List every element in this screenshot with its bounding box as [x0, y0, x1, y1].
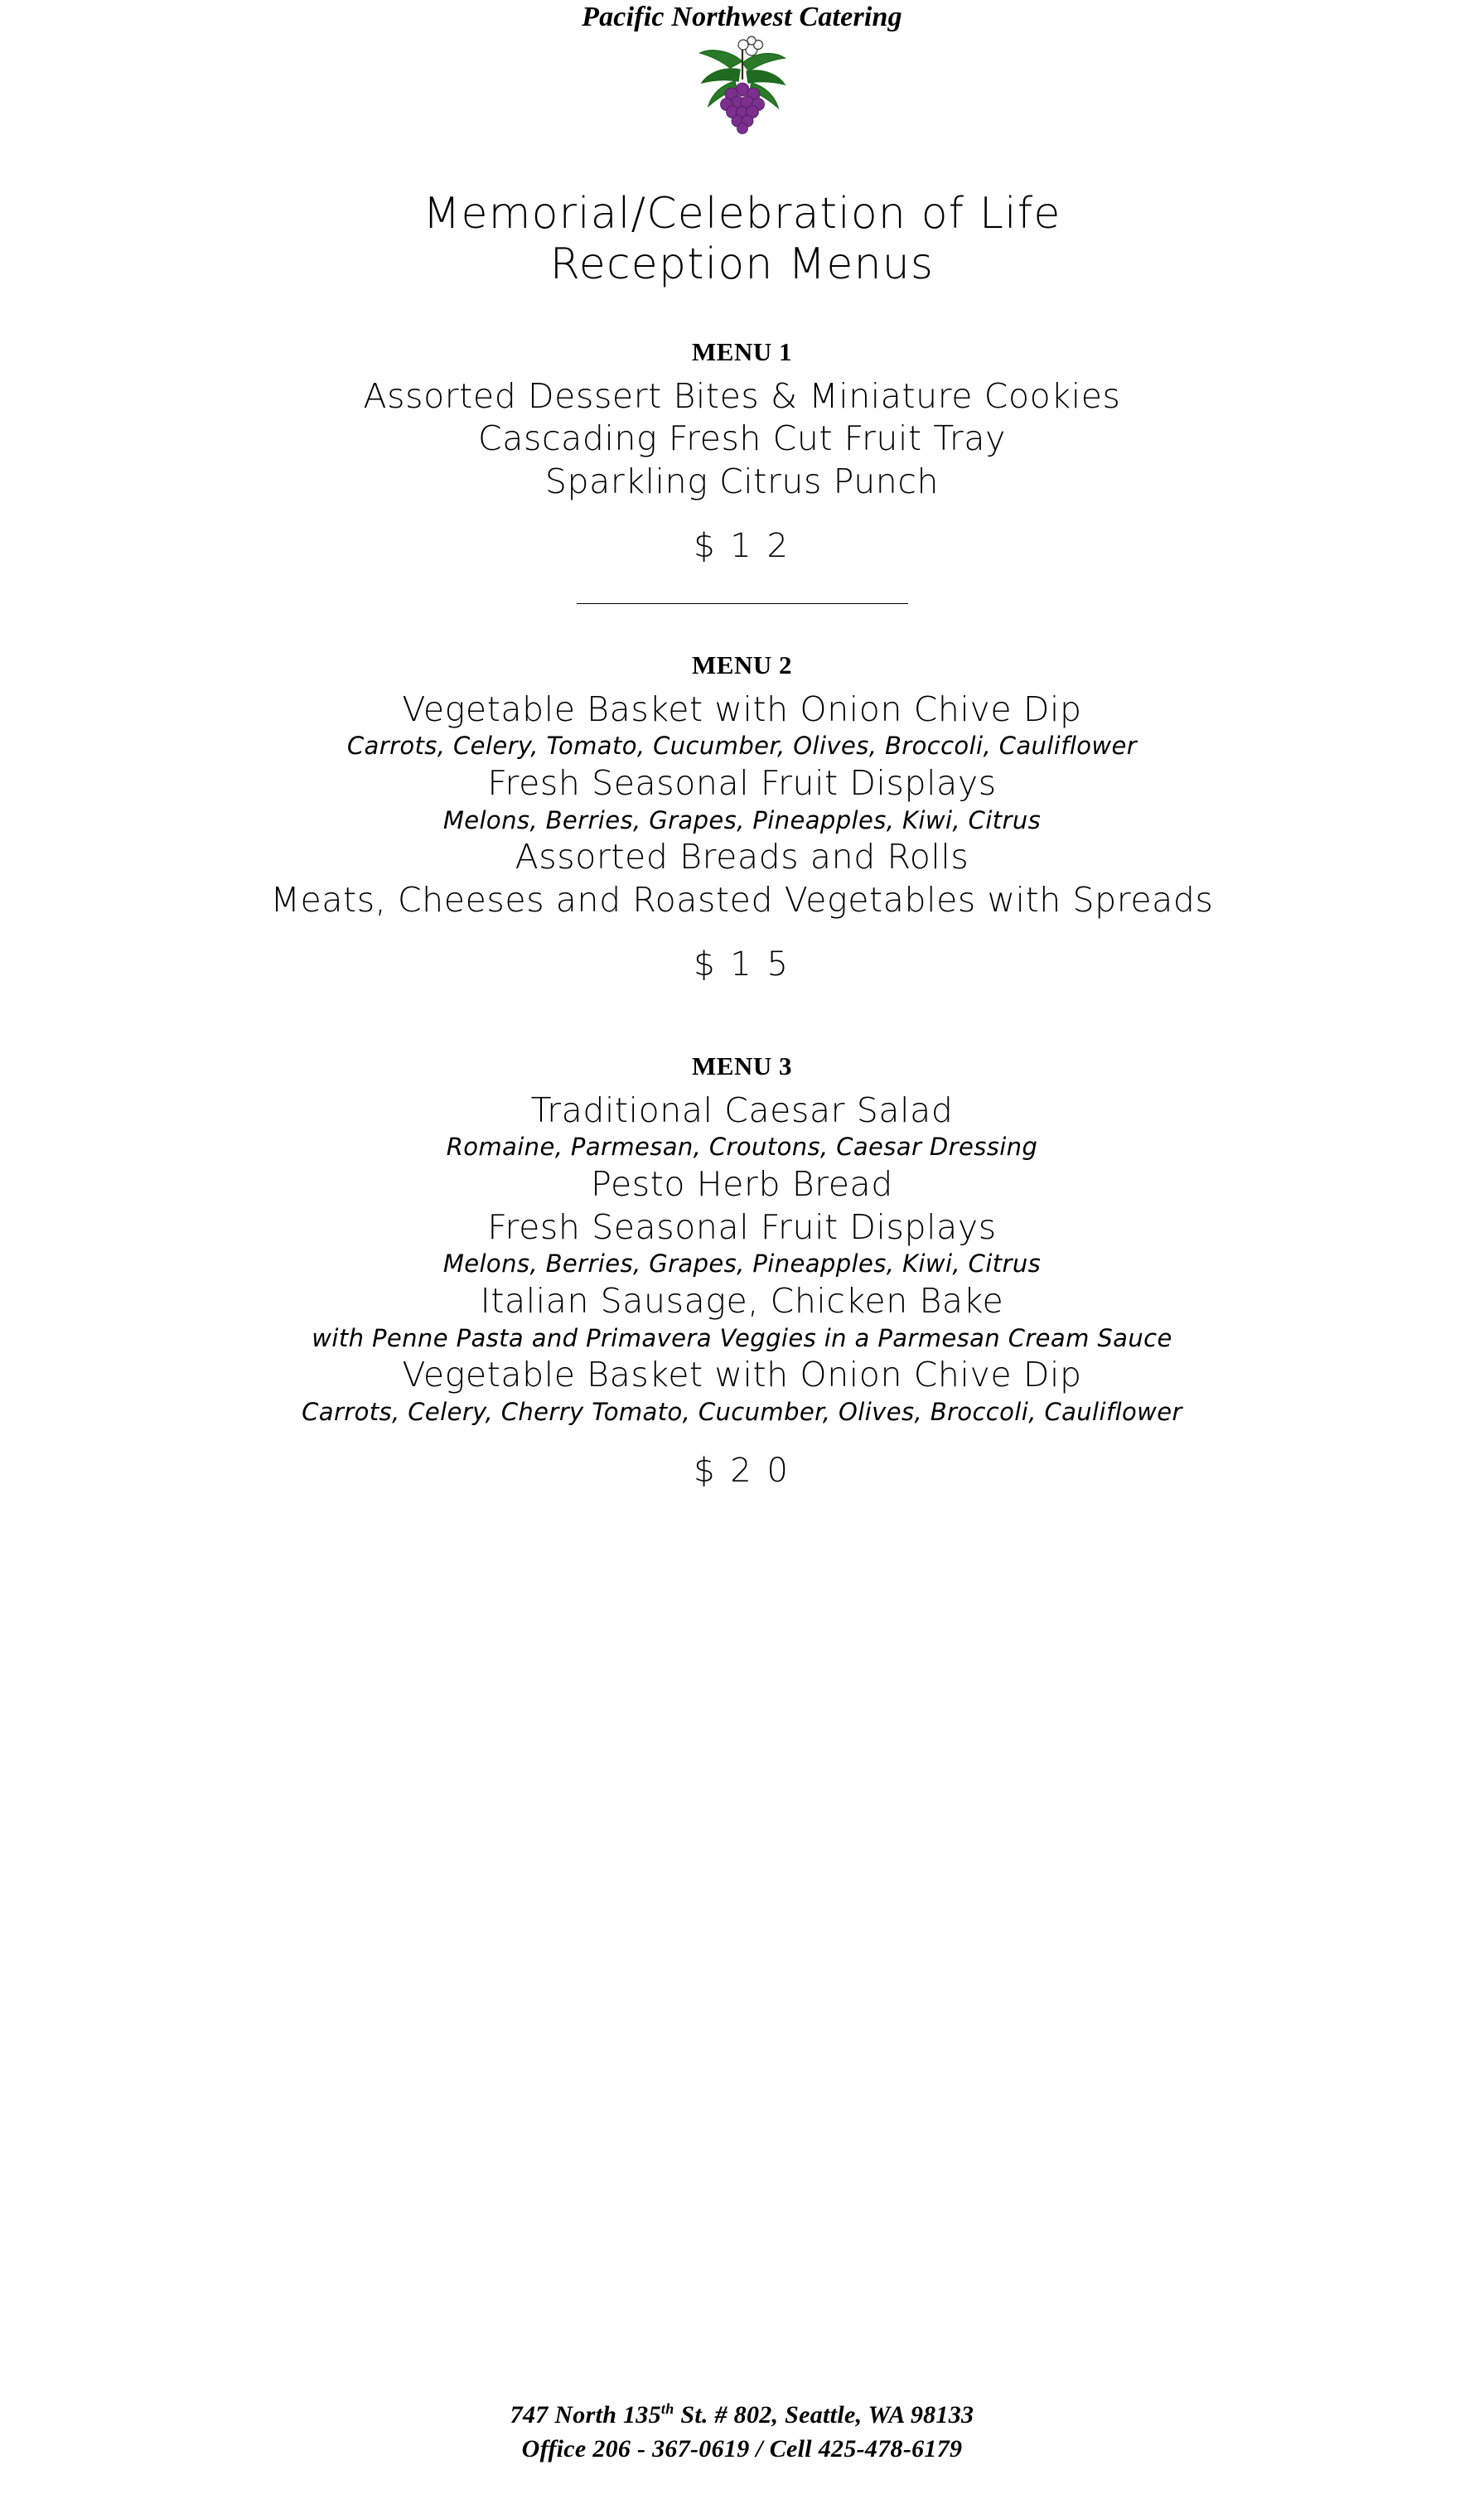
menu-item-detail: Romaine, Parmesan, Croutons, Caesar Dressing [446, 1133, 1038, 1162]
menu-item-detail: Carrots, Celery, Cherry Tomato, Cucumber, Olives, Broccoli, Cauliflower [302, 1398, 1182, 1427]
menu-price: $ 1 2 [694, 526, 790, 565]
page-title [0, 189, 1484, 291]
menu-section-3 [0, 1051, 1484, 1490]
footer-address-ordinal: th [660, 2400, 674, 2417]
menu-item-detail: Melons, Berries, Grapes, Pineapples, Kiwi, Citrus [442, 1249, 1042, 1278]
section-divider [577, 603, 908, 604]
menu-item: Cascading Fresh Cut Fruit Tray [478, 418, 1006, 459]
menu-item: Italian Sausage, Chicken Bake [480, 1281, 1004, 1322]
menu-item: Vegetable Basket with Onion Chive Dip [402, 1355, 1082, 1395]
menu-item: Assorted Breads and Rolls [515, 837, 969, 877]
menu-item-detail: Melons, Berries, Grapes, Pineapples, Kiwi, Citrus [442, 805, 1042, 834]
menu-item: Sparkling Citrus Punch [544, 462, 940, 502]
menu-heading: MENU 2 [692, 650, 792, 679]
menu-item-detail: with Penne Pasta and Primavera Veggies in a Parmesan Cream Sauce [312, 1323, 1172, 1352]
footer-address-post: St. # 802, Seattle, WA 98133 [674, 2401, 974, 2429]
menu-heading: MENU 1 [692, 336, 792, 366]
menu-item: Traditional Caesar Salad [530, 1090, 954, 1130]
footer-contact [0, 2399, 1484, 2466]
menu-item: Assorted Dessert Bites & Miniature Cookies [363, 375, 1121, 416]
page-title-line-2: Reception Menus [549, 239, 935, 290]
menu-item: Fresh Seasonal Fruit Displays [487, 1206, 997, 1247]
footer-address-pre: 747 North 135 [510, 2401, 661, 2429]
brand-header [0, 0, 1484, 141]
footer-phones: Office 206 - 367-0619 / Cell 425-478-6179 [521, 2434, 963, 2463]
footer-address [0, 2399, 1484, 2433]
page-title-line-1: Memorial/Celebration of Life [423, 189, 1061, 239]
menu-price: $ 2 0 [694, 1451, 790, 1490]
menu-heading: MENU 3 [692, 1051, 792, 1080]
menu-section-1 [0, 337, 1484, 565]
menu-item: Fresh Seasonal Fruit Displays [487, 763, 997, 804]
company-name: Pacific Northwest Catering [582, 2, 902, 32]
menu-item: Meats, Cheeses and Roasted Vegetables with Spreads [270, 880, 1214, 921]
menu-price: $ 1 5 [694, 945, 790, 984]
menu-section-2 [0, 650, 1484, 984]
menu-item: Pesto Herb Bread [591, 1164, 893, 1205]
menu-item-detail: Carrots, Celery, Tomato, Cucumber, Olives, Broccoli, Cauliflower [346, 732, 1138, 761]
grapes-and-leaves-logo-icon [664, 33, 821, 141]
menu-item: Vegetable Basket with Onion Chive Dip [402, 689, 1082, 729]
